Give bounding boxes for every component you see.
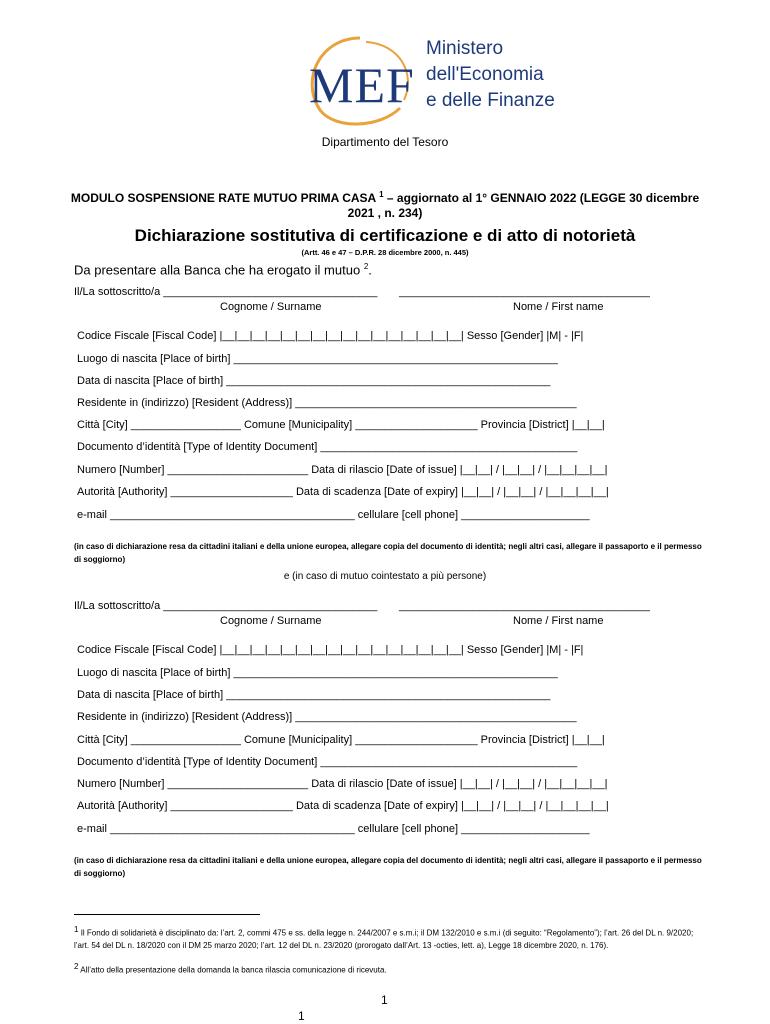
authority-field[interactable]: Autorità [Authority] ____________________ Data di scadenza [Date of expiry] |__|__| / |__|__| / |__|__|__|__| [77,486,609,498]
mef-logo [300,30,590,130]
page-number-bottom: 1 [298,1009,305,1023]
email-field[interactable]: e-mail ________________________________________ cellulare [cell phone] _____________________ [77,823,590,835]
module-title-rest: – aggiornato al 1° GENNAIO 2022 (LEGGE 30 dicembre 2021 , n. 234) [347,191,700,220]
undersigned-name-field[interactable]: _________________________________________ [399,600,650,612]
footnote-2 [74,961,706,977]
ministry-line-2: dell'Economia [426,64,544,85]
footnote-divider [74,914,260,915]
footnote-2-text: All’atto della presentazione della domanda la banca rilascia comunicazione di ricevuta. [80,965,387,975]
page-title: Dichiarazione sostitutiva di certificazione e di atto di notorietà [134,226,636,245]
residence-field[interactable]: Residente in (indirizzo) [Resident (Address)] ______________________________________________ [77,711,577,723]
birth-date-field[interactable]: Data di nascita [Place of birth] _____________________________________________________ [77,375,551,387]
id-number-field[interactable]: Numero [Number] _______________________ Data di rilascio [Date of issue] |__|__| / |__|__| / |__|__|__|__| [77,464,608,476]
footnote-ref-2: 2 [363,262,369,271]
surname-label: Cognome / Surname [220,301,322,313]
birth-date-field[interactable]: Data di nascita [Place of birth] _____________________________________________________ [77,689,551,701]
present-to [74,262,372,277]
ministry-line-1: Ministero [426,38,504,59]
footnote-2-number: 2 [74,962,79,971]
undersigned-field[interactable]: Il/La sottoscritto/a ___________________________________ [74,600,378,612]
city-field[interactable]: Città [City] __________________ Comune [Municipality] ____________________ Provincia [District] |__|__| [77,419,605,431]
city-field[interactable]: Città [City] __________________ Comune [Municipality] ____________________ Provincia [District] |__|__| [77,734,605,746]
footnote-ref-1: 1 [379,190,384,199]
fiscal-code-field[interactable]: Codice Fiscale [Fiscal Code] |__|__|__|__|__|__|__|__|__|__|__|__|__|__|__|__| Sesso [Gender] |M| - |F| [77,330,584,342]
footnote-1-number: 1 [74,925,79,934]
legal-reference: (Artt. 46 e 47 – D.P.R. 28 dicembre 2000, n. 445) [301,248,469,257]
birth-place-field[interactable]: Luogo di nascita [Place of birth] _____________________________________________________ [77,667,558,679]
surname-label: Cognome / Surname [220,615,322,627]
id-document-field[interactable]: Documento d’identità [Type of Identity Document] __________________________________________ [77,441,578,453]
module-title [60,187,710,221]
ministry-name [426,36,555,114]
joint-mortgage-note: e (in caso di mutuo cointestato a più persone) [283,571,487,582]
name-label: Nome / First name [513,615,604,627]
undersigned-field[interactable]: Il/La sottoscritto/a ___________________________________ [74,286,378,298]
module-title-main: MODULO SOSPENSIONE RATE MUTUO PRIMA CASA [70,191,376,205]
name-label: Nome / First name [513,301,604,313]
id-document-field[interactable]: Documento d’identità [Type of Identity Document] __________________________________________ [77,756,578,768]
id-note: (in caso di dichiarazione resa da cittadini italiani e della unione europea, allegare copia del documento di identità; negli altri casi, allegare il passaporto e il permesso di soggiorno) [74,542,702,564]
email-field[interactable]: e-mail ________________________________________ cellulare [cell phone] _____________________ [77,509,590,521]
id-note: (in caso di dichiarazione resa da cittadini italiani e della unione europea, allegare copia del documento di identità; negli altri casi, allegare il passaporto e il permesso di soggiorno) [74,856,702,878]
authority-field[interactable]: Autorità [Authority] ____________________ Data di scadenza [Date of expiry] |__|__| / |__|__| / |__|__|__|__| [77,800,609,812]
logo-acronym: MEF [309,57,415,113]
ministry-line-3: e delle Finanze [426,90,555,111]
page-number: 1 [381,993,388,1007]
department: Dipartimento del Tesoro [321,135,449,149]
birth-place-field[interactable]: Luogo di nascita [Place of birth] _____________________________________________________ [77,353,558,365]
present-to-end: . [368,262,372,278]
undersigned-name-field[interactable]: _________________________________________ [399,286,650,298]
fiscal-code-field[interactable]: Codice Fiscale [Fiscal Code] |__|__|__|__|__|__|__|__|__|__|__|__|__|__|__|__| Sesso [Gender] |M| - |F| [77,644,584,656]
residence-field[interactable]: Residente in (indirizzo) [Resident (Address)] ______________________________________________ [77,397,577,409]
footnote-1-text: Il Fondo di solidarietà è disciplinato da: l’art. 2, commi 475 e ss. della legge n. 244/2007 e s.m.i; il DM 132/2010 e s.m.i (di seguito: “Regolamento”); l’art. 26 del DL n. 9/2020; l’art. 54 del DL n. 18/2020 con il DM 25 marzo 2020; l’art. 12 del DL n. 23/2020 (prorogato dall’Art. 13 -octies, lett. a), Legge 18 dicembre 2020, n. 176). [74,928,694,950]
id-number-field[interactable]: Numero [Number] _______________________ Data di rilascio [Date of issue] |__|__| / |__|__| / |__|__|__|__| [77,778,608,790]
footnote-1 [74,924,706,952]
present-to-text: Da presentare alla Banca che ha erogato il mutuo [74,262,361,278]
